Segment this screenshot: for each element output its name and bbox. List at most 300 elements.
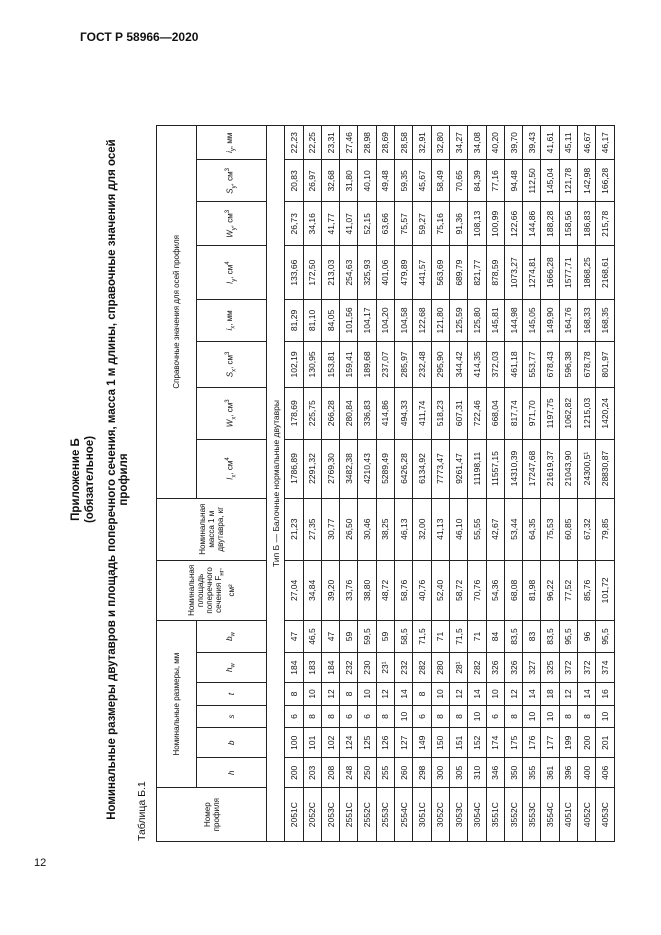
table-cell: 8 (413, 683, 431, 706)
table-cell: 11198,11 (468, 439, 486, 498)
table-cell: 461,18 (504, 341, 522, 387)
table-cell: 174 (486, 728, 504, 758)
table-cell: 52,15 (358, 202, 376, 246)
table-cell: 59 (376, 620, 394, 652)
table-cell: 26,97 (303, 160, 321, 202)
table-cell: 108,13 (468, 202, 486, 246)
table-cell: 325 (541, 653, 559, 683)
table-cell: 678,43 (541, 341, 559, 387)
table-cell: 70,65 (449, 160, 467, 202)
table-cell: 45,11 (559, 126, 577, 160)
table-cell: 10 (596, 705, 614, 728)
table-cell: 295,90 (431, 341, 449, 387)
table-cell: 41,77 (321, 202, 339, 246)
header-dim-hw: $h_w$ (197, 653, 267, 683)
table-cell: 20,83 (285, 160, 303, 202)
appendix-title: Приложение Б (70, 438, 82, 521)
table-cell: 28,58 (395, 126, 413, 160)
table-cell: 42,67 (486, 498, 504, 560)
table-cell: 325,93 (358, 246, 376, 300)
table-cell: 59,5 (358, 620, 376, 652)
table-cell: 2168,61 (596, 246, 614, 300)
table-cell: 203 (303, 758, 321, 788)
header-profile: Номер профиля (157, 788, 267, 842)
table-cell: 84,39 (468, 160, 486, 202)
table-cell: 8 (303, 705, 321, 728)
profile-number: 3054С (468, 788, 486, 842)
table-cell: 225,75 (303, 388, 321, 440)
table-cell: 199 (559, 728, 577, 758)
table-cell: 83,5 (541, 620, 559, 652)
table-cell: 326 (486, 653, 504, 683)
table-cell: 817,74 (504, 388, 522, 440)
table-cell: 355 (523, 758, 541, 788)
profile-number: 3554С (541, 788, 559, 842)
table-cell: 6 (358, 705, 376, 728)
table-cell: 71 (468, 620, 486, 652)
table-cell: 39,43 (523, 126, 541, 160)
table-cell: 28,69 (376, 126, 394, 160)
table-cell: 52,40 (431, 560, 449, 620)
table-cell: 14 (523, 683, 541, 706)
table-cell: 46,10 (449, 498, 467, 560)
table-cell: 255 (376, 758, 394, 788)
table-cell: 350 (504, 758, 522, 788)
table-cell: 9261,47 (449, 439, 467, 498)
table-cell: 150 (431, 728, 449, 758)
table-cell: 22,25 (303, 126, 321, 160)
table-cell: 31,80 (340, 160, 358, 202)
table-cell: 121,80 (431, 300, 449, 342)
table-cell: 46,67 (578, 126, 596, 160)
table-cell: 607,31 (449, 388, 467, 440)
table-cell: 722,46 (468, 388, 486, 440)
table-cell: 1197,75 (541, 388, 559, 440)
table-cell: 406 (596, 758, 614, 788)
table-cell: 494,33 (395, 388, 413, 440)
table-row (303, 126, 321, 842)
header-dim-bw: $b_w$ (197, 620, 267, 652)
table-title: Номинальные размеры двутавров и площадь поперечного сечения, масса 1 м длины, справочные значения для осей профиля (106, 139, 130, 820)
table-cell: 175 (504, 728, 522, 758)
table-cell: 151 (449, 728, 467, 758)
profile-number: 2554С (395, 788, 413, 842)
table-row (541, 126, 559, 842)
table-cell: 46,5 (303, 620, 321, 652)
table-cell: 300 (431, 758, 449, 788)
table-cell: 372,03 (486, 341, 504, 387)
table-cell: 5289,49 (376, 439, 394, 498)
table-cell: 71 (431, 620, 449, 652)
table-cell: 40,76 (413, 560, 431, 620)
table-cell: 189,68 (358, 341, 376, 387)
table-cell: 101,56 (340, 300, 358, 342)
table-cell: 518,23 (431, 388, 449, 440)
table-cell: 67,32 (578, 498, 596, 560)
table-cell: 1786,89 (285, 439, 303, 498)
table-cell: 84 (486, 620, 504, 652)
table-cell: 396 (559, 758, 577, 788)
header-ref-wx: $W_x$, $см^3$ (197, 388, 267, 440)
table-cell: 10 (486, 683, 504, 706)
table-cell: 232 (395, 653, 413, 683)
profile-number: 3553С (523, 788, 541, 842)
table-cell: 102,19 (285, 341, 303, 387)
table-cell: 26,73 (285, 202, 303, 246)
table-cell: 41,61 (541, 126, 559, 160)
table-cell: 59,27 (413, 202, 431, 246)
table-cell: 58,72 (449, 560, 467, 620)
table-cell: 6134,92 (413, 439, 431, 498)
table-cell: 16 (596, 683, 614, 706)
table-cell: 104,20 (376, 300, 394, 342)
table-cell: 23,31 (321, 126, 339, 160)
table-row (449, 126, 467, 842)
header-dim-s: s (197, 705, 267, 728)
profile-number: 3552С (504, 788, 522, 842)
table-cell: 8 (321, 705, 339, 728)
table-cell: 801,97 (596, 341, 614, 387)
table-cell: 75,53 (541, 498, 559, 560)
table-cell: 678,78 (578, 341, 596, 387)
table-cell: 12 (559, 683, 577, 706)
table-cell: 346 (486, 758, 504, 788)
table-cell: 68,08 (504, 560, 522, 620)
table-cell: 64,35 (523, 498, 541, 560)
table-cell: 101 (303, 728, 321, 758)
table-cell: 127 (395, 728, 413, 758)
table-cell: 1577,71 (559, 246, 577, 300)
table-cell: 8 (285, 683, 303, 706)
table-cell: 24300,5¹ (578, 439, 596, 498)
table-cell: 53,44 (504, 498, 522, 560)
table-cell: 6426,28 (395, 439, 413, 498)
table-cell: 183 (303, 653, 321, 683)
table-cell: 260 (395, 758, 413, 788)
profile-number: 2053С (321, 788, 339, 842)
table-row (340, 126, 358, 842)
table-cell: 668,04 (486, 388, 504, 440)
table-cell: 248 (340, 758, 358, 788)
table-cell: 145,81 (486, 300, 504, 342)
table-cell: 1666,28 (541, 246, 559, 300)
profile-number: 3051С (413, 788, 431, 842)
table-cell: 12 (376, 683, 394, 706)
table-cell: 266,28 (321, 388, 339, 440)
table-cell: 39,20 (321, 560, 339, 620)
table-cell: 58,5 (395, 620, 413, 652)
header-dims-group: Номинальные размеры, мм (157, 620, 197, 787)
table-cell: 372 (578, 653, 596, 683)
table-cell: 95,5 (596, 620, 614, 652)
table-caption: Таблица Б.1 (136, 781, 148, 841)
profile-number: 2051С (285, 788, 303, 842)
table-cell: 142,98 (578, 160, 596, 202)
table-cell: 40,10 (358, 160, 376, 202)
table-row (504, 126, 522, 842)
table-cell: 32,80 (431, 126, 449, 160)
table-cell: 254,63 (340, 246, 358, 300)
table-row (596, 126, 614, 842)
table-cell: 145,05 (523, 300, 541, 342)
header-dim-h: h (197, 758, 267, 788)
table-cell: 232,48 (413, 341, 431, 387)
table-cell: 153,81 (321, 341, 339, 387)
table-cell: 77,52 (559, 560, 577, 620)
table-cell: 374 (596, 653, 614, 683)
document-code: ГОСТ Р 58966—2020 (80, 30, 199, 44)
table-cell: 8 (578, 705, 596, 728)
table-cell: 28¹ (449, 653, 467, 683)
table-cell: 971,70 (523, 388, 541, 440)
table-cell: 102 (321, 728, 339, 758)
table-cell: 10 (541, 705, 559, 728)
table-cell: 104,58 (395, 300, 413, 342)
table-cell: 125,80 (468, 300, 486, 342)
header-ref-sx: $S_x$, $см^3$ (197, 341, 267, 387)
table-cell: 7773,47 (431, 439, 449, 498)
table-row (431, 126, 449, 842)
table-cell: 176 (523, 728, 541, 758)
table-cell: 75,16 (431, 202, 449, 246)
table-cell: 2291,32 (303, 439, 321, 498)
table-cell: 81,10 (303, 300, 321, 342)
table-cell: 178,69 (285, 388, 303, 440)
table-cell: 83,5 (504, 620, 522, 652)
profile-number: 2553С (376, 788, 394, 842)
table-cell: 10 (431, 683, 449, 706)
table-cell: 8 (504, 705, 522, 728)
table-cell: 32,91 (413, 126, 431, 160)
table-cell: 14 (468, 683, 486, 706)
header-mass: Номинальная масса 1 м двутавра, кг (157, 498, 267, 560)
table-cell: 10 (395, 705, 413, 728)
rotated-page-content (70, 125, 610, 841)
table-cell: 200 (285, 758, 303, 788)
table-cell: 125 (358, 728, 376, 758)
table-cell: 47 (321, 620, 339, 652)
table-cell: 282 (468, 653, 486, 683)
table-cell: 59,35 (395, 160, 413, 202)
table-cell: 414,35 (468, 341, 486, 387)
table-cell: 96 (578, 620, 596, 652)
table-cell: 8 (431, 705, 449, 728)
table-cell: 159,41 (340, 341, 358, 387)
table-cell: 177 (541, 728, 559, 758)
table-cell: 336,83 (358, 388, 376, 440)
table-cell: 46,13 (395, 498, 413, 560)
type-label: Тип Б — Балочные нормальные двутавры (267, 126, 285, 842)
table-cell: 48,72 (376, 560, 394, 620)
profile-number: 3052С (431, 788, 449, 842)
table-cell: 17247,68 (523, 439, 541, 498)
header-ref-wy: $W_y$, $см^3$ (197, 202, 267, 246)
table-cell: 280,84 (340, 388, 358, 440)
table-cell: 79,85 (596, 498, 614, 560)
table-cell: 144,86 (523, 202, 541, 246)
table-cell: 158,56 (559, 202, 577, 246)
table-cell: 47 (285, 620, 303, 652)
table-cell: 6 (413, 705, 431, 728)
table-cell: 12 (449, 683, 467, 706)
table-cell: 250 (358, 758, 376, 788)
table-cell: 18 (541, 683, 559, 706)
table-cell: 101,72 (596, 560, 614, 620)
table-cell: 41,13 (431, 498, 449, 560)
table-cell: 8 (376, 705, 394, 728)
profile-number: 4051С (559, 788, 577, 842)
header-ref-group: Справочные значения для осей профиля (157, 126, 197, 499)
table-cell: 32,00 (413, 498, 431, 560)
table-cell: 83 (523, 620, 541, 652)
table-cell: 310 (468, 758, 486, 788)
table-cell: 34,08 (468, 126, 486, 160)
table-cell: 21619,37 (541, 439, 559, 498)
profile-number: 4052С (578, 788, 596, 842)
profile-number: 4053С (596, 788, 614, 842)
table-cell: 96,22 (541, 560, 559, 620)
table-cell: 400 (578, 758, 596, 788)
table-cell: 184 (321, 653, 339, 683)
table-row (468, 126, 486, 842)
table-cell: 344,42 (449, 341, 467, 387)
profile-number: 2551С (340, 788, 358, 842)
table-cell: 34,27 (449, 126, 467, 160)
profile-number: 3551С (486, 788, 504, 842)
table-cell: 280 (431, 653, 449, 683)
table-cell: 122,66 (504, 202, 522, 246)
header-area: Номинальная площадь поперечного сечения $F_{нг}$, см² (157, 560, 267, 620)
table-row (486, 126, 504, 842)
table-cell: 414,86 (376, 388, 394, 440)
table-cell: 112,50 (523, 160, 541, 202)
table-cell: 479,89 (395, 246, 413, 300)
table-cell: 215,78 (596, 202, 614, 246)
table-cell: 71,5 (413, 620, 431, 652)
table-cell: 46,17 (596, 126, 614, 160)
table-cell: 201 (596, 728, 614, 758)
table-cell: 130,95 (303, 341, 321, 387)
table-cell: 58,49 (431, 160, 449, 202)
table-row (321, 126, 339, 842)
table-cell: 411,74 (413, 388, 431, 440)
table-cell: 1062,82 (559, 388, 577, 440)
table-row (285, 126, 303, 842)
beam-table (156, 125, 615, 842)
table-cell: 14 (395, 683, 413, 706)
table-cell: 10 (523, 705, 541, 728)
table-cell: 188,28 (541, 202, 559, 246)
table-row (523, 126, 541, 842)
table-cell: 689,79 (449, 246, 467, 300)
table-cell: 553,77 (523, 341, 541, 387)
table-cell: 186,83 (578, 202, 596, 246)
table-cell: 34,16 (303, 202, 321, 246)
table-cell: 26,50 (340, 498, 358, 560)
table-row (395, 126, 413, 842)
table-cell: 285,97 (395, 341, 413, 387)
table-cell: 33,76 (340, 560, 358, 620)
table-cell: 58,76 (395, 560, 413, 620)
table-cell: 84,05 (321, 300, 339, 342)
table-cell: 8 (340, 683, 358, 706)
table-cell: 12 (321, 683, 339, 706)
table-cell: 14310,39 (504, 439, 522, 498)
appendix-status: (обязательное) (84, 435, 96, 524)
profile-number: 3053С (449, 788, 467, 842)
table-cell: 70,76 (468, 560, 486, 620)
table-cell: 95,5 (559, 620, 577, 652)
profile-number: 2052С (303, 788, 321, 842)
table-cell: 282 (413, 653, 431, 683)
table-cell: 133,66 (285, 246, 303, 300)
table-cell: 168,33 (578, 300, 596, 342)
table-cell: 298 (413, 758, 431, 788)
table-cell: 40,20 (486, 126, 504, 160)
table-cell: 30,46 (358, 498, 376, 560)
table-cell: 21,23 (285, 498, 303, 560)
table-cell: 213,03 (321, 246, 339, 300)
page-number: 12 (34, 857, 47, 869)
table-cell: 11557,15 (486, 439, 504, 498)
table-row (358, 126, 376, 842)
table-cell: 94,48 (504, 160, 522, 202)
header-ref-ix: $I_x$, $см^4$ (197, 439, 267, 498)
table-cell: 166,28 (596, 160, 614, 202)
table-cell: 401,06 (376, 246, 394, 300)
table-cell: 23¹ (376, 653, 394, 683)
table-cell: 124 (340, 728, 358, 758)
table-row (413, 126, 431, 842)
table-cell: 8 (449, 705, 467, 728)
table-cell: 372 (559, 653, 577, 683)
table-cell: 3482,38 (340, 439, 358, 498)
table-cell: 32,68 (321, 160, 339, 202)
table-cell: 327 (523, 653, 541, 683)
table-cell: 2769,30 (321, 439, 339, 498)
header-dim-b: b (197, 728, 267, 758)
table-cell: 28830,87 (596, 439, 614, 498)
table-cell: 14 (578, 683, 596, 706)
table-cell: 81,98 (523, 560, 541, 620)
table-cell: 326 (504, 653, 522, 683)
table-cell: 45,67 (413, 160, 431, 202)
table-cell: 54,36 (486, 560, 504, 620)
table-cell: 10 (358, 683, 376, 706)
table-cell: 6 (340, 705, 358, 728)
table-cell: 27,35 (303, 498, 321, 560)
table-cell: 126 (376, 728, 394, 758)
table-cell: 1215,03 (578, 388, 596, 440)
table-cell: 100 (285, 728, 303, 758)
table-cell: 172,50 (303, 246, 321, 300)
table-cell: 125,59 (449, 300, 467, 342)
table-cell: 821,77 (468, 246, 486, 300)
header-ref-ix: $i_x$, мм (197, 300, 267, 342)
table-cell: 75,57 (395, 202, 413, 246)
table-cell: 27,04 (285, 560, 303, 620)
table-cell: 49,48 (376, 160, 394, 202)
table-cell: 208 (321, 758, 339, 788)
table-cell: 596,38 (559, 341, 577, 387)
header-dim-t: t (197, 683, 267, 706)
header-ref-iy: $i_y$, мм (197, 126, 267, 160)
table-cell: 1420,24 (596, 388, 614, 440)
table-cell: 10 (303, 683, 321, 706)
table-cell: 34,84 (303, 560, 321, 620)
table-cell: 100,99 (486, 202, 504, 246)
table-cell: 39,70 (504, 126, 522, 160)
